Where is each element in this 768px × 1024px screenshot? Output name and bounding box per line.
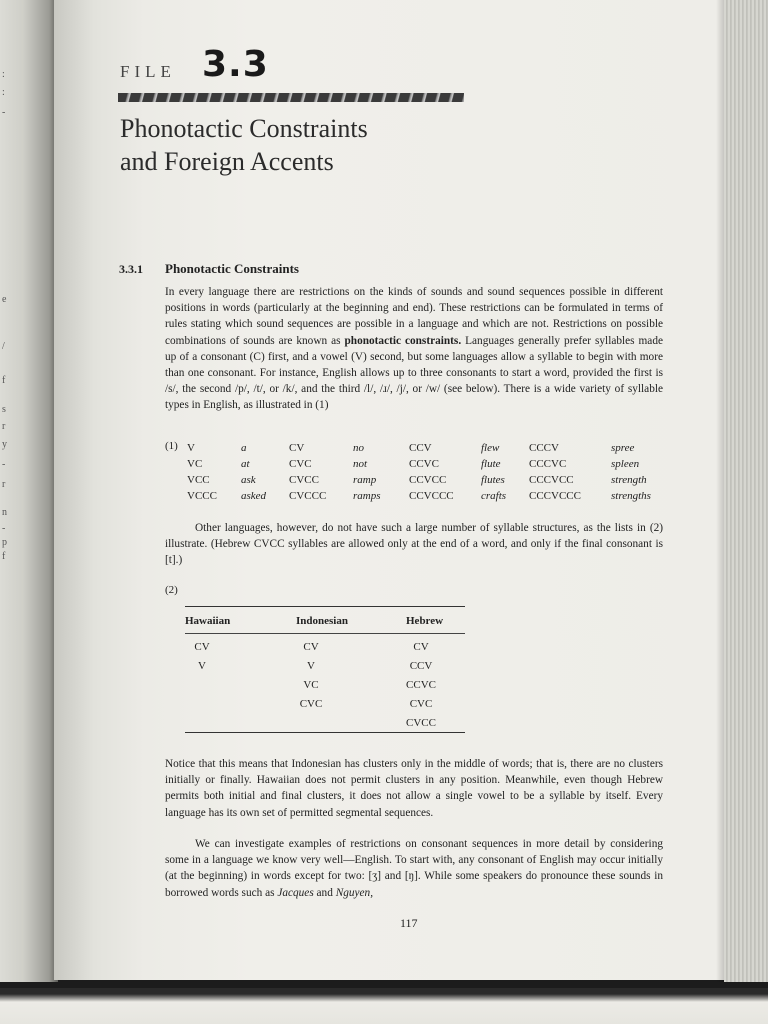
example-word: crafts bbox=[481, 490, 507, 502]
example-word-column bbox=[353, 440, 381, 504]
paragraph-intro-part1: In every language there are restrictions on the kinds of sounds and sound sequences possible in different positions in words (particularly at the beginning and end). These restrictions can be formulated in terms of rules stating which sound sequences are possible in a language and which are not. Restrictions on possible combinations of sounds are known as bbox=[165, 286, 663, 347]
example-word: asked bbox=[241, 490, 267, 502]
syllable-pattern: V bbox=[187, 442, 195, 454]
paragraph-intro-part2: Languages generally prefer syllables made up of a consonant (C) first, and a vowel (V) second, but some languages allow a syllable to begin with more than one consonant. For instance, English allows up to three consonants to start a word, provided the first is /s/, the second /p/, /t/, or /k/, and the third /l/, /ɹ/, /j/, or /w/ (see below). There is a wide variety of syllable types in English, as illustrated in (1) bbox=[165, 334, 663, 412]
example-word: flew bbox=[481, 442, 500, 454]
left-page-margin-letter: - bbox=[2, 459, 6, 470]
example-word: flute bbox=[481, 458, 501, 470]
syllable-pattern: CCCV bbox=[529, 442, 559, 454]
example-word: a bbox=[241, 442, 247, 454]
syllable-pattern: CCV bbox=[409, 442, 432, 454]
example-word: ask bbox=[241, 474, 256, 486]
paragraph-clusters: Notice that this means that Indonesian has clusters only in the middle of words; that is, there are no clusters initially or finally. Hawaiian does not permit clusters in any position. Meanwhile, even though Hebrew permits both initial and final clusters, it does not allow a single vowel to be a syllable by itself. Every language has its own set of permitted segmental sequences. bbox=[165, 758, 663, 819]
table-header-hebrew: Hebrew bbox=[406, 615, 444, 627]
left-page-margin-letter: : bbox=[2, 69, 5, 80]
paragraph-english-constraints bbox=[165, 836, 663, 901]
left-page-margin-letter: p bbox=[2, 537, 7, 548]
example-word: flutes bbox=[481, 474, 505, 486]
table-cell-hebrew: CV bbox=[413, 641, 429, 653]
title-line-2: and Foreign Accents bbox=[120, 147, 334, 176]
table-cell-hebrew: CCV bbox=[409, 660, 433, 672]
syllable-pattern: VCCC bbox=[187, 490, 217, 502]
syllable-pattern-column bbox=[529, 440, 581, 504]
syllable-pattern-column bbox=[187, 440, 217, 504]
left-page-margin-letter: n bbox=[2, 507, 7, 518]
table-header-hawaiian: Hawaiian bbox=[185, 615, 231, 627]
title-line-1: Phonotactic Constraints bbox=[120, 114, 368, 143]
example-word: no bbox=[353, 442, 364, 454]
syllable-pattern: CCVCC bbox=[409, 474, 447, 486]
table-top-rule bbox=[185, 606, 465, 607]
table-header-indonesian: Indonesian bbox=[296, 615, 348, 627]
table-cell-indonesian: VC bbox=[303, 679, 319, 691]
syllable-pattern: CCVCCC bbox=[409, 490, 454, 502]
syllable-pattern: CVCCC bbox=[289, 490, 327, 502]
left-page-margin-letter: - bbox=[2, 107, 6, 118]
file-number: 3.3 bbox=[202, 44, 269, 85]
syllable-pattern: CCCVC bbox=[529, 458, 567, 470]
example-word: not bbox=[353, 458, 368, 470]
table-bottom-rule bbox=[185, 732, 465, 733]
table-cell-indonesian: CV bbox=[303, 641, 319, 653]
syllable-pattern: CCCVCC bbox=[529, 474, 574, 486]
decorative-rule bbox=[118, 93, 464, 102]
left-page-margin-letter: y bbox=[2, 439, 7, 450]
table-cell-hebrew: CVC bbox=[409, 698, 433, 710]
syllable-pattern: CVC bbox=[289, 458, 312, 470]
section-title: Phonotactic Constraints bbox=[165, 261, 299, 276]
example-1-label: (1) bbox=[165, 440, 178, 452]
page-edges bbox=[724, 0, 768, 982]
word-jacques: Jacques bbox=[277, 886, 314, 899]
table-cell-hawaiian: CV bbox=[194, 641, 210, 653]
example-word: spleen bbox=[611, 458, 640, 470]
left-page-margin-letter: f bbox=[2, 551, 6, 562]
syllable-pattern: VCC bbox=[187, 474, 210, 486]
syllable-pattern: CCVC bbox=[409, 458, 439, 470]
table-header-rule bbox=[185, 633, 465, 634]
example-word: ramp bbox=[353, 474, 377, 486]
example-word: strength bbox=[611, 474, 647, 486]
file-label: FILE bbox=[120, 62, 176, 81]
left-facing-page bbox=[0, 0, 58, 982]
paragraph-english-part1: We can investigate examples of restrictions on consonant sequences in more detail by considering some in a language we know very well—English. To start with, any consonant of English may occur initially (at the beginning) in words except for two: [ʒ] and [ŋ]. While some speakers do pronounce these sounds in borrowed words such as bbox=[165, 838, 663, 899]
table-cell-hebrew: CCVC bbox=[406, 679, 436, 691]
table-cell-indonesian: CVC bbox=[299, 698, 323, 710]
example-word: spree bbox=[611, 442, 635, 454]
syllable-pattern: VC bbox=[187, 458, 203, 470]
page-number: 117 bbox=[400, 916, 418, 930]
term-phonotactic-constraints: phonotactic constraints. bbox=[344, 334, 462, 347]
word-nguyen: Nguyen, bbox=[335, 886, 374, 899]
table-cell-hawaiian: V bbox=[198, 660, 206, 672]
left-page-margin-letter: / bbox=[2, 341, 5, 352]
example-word-column bbox=[611, 440, 651, 504]
example-word-column bbox=[241, 440, 266, 504]
example-word: at bbox=[241, 458, 250, 470]
left-page-margin-letter: r bbox=[2, 479, 6, 490]
paragraph-intro bbox=[165, 284, 663, 414]
example-word-column bbox=[481, 440, 506, 504]
section-number: 3.3.1 bbox=[119, 262, 143, 276]
left-page-margin-letter: e bbox=[2, 294, 7, 305]
page-title bbox=[120, 112, 368, 178]
example-2-label: (2) bbox=[165, 584, 178, 596]
syllable-pattern-column bbox=[409, 440, 454, 504]
example-word: ramps bbox=[353, 490, 381, 502]
left-page-margin-letter: r bbox=[2, 421, 6, 432]
word-and: and bbox=[313, 886, 336, 899]
paragraph-other-languages: Other languages, however, do not have such a large number of syllable structures, as the lists in (2) illustrate. (Hebrew CVCC syllables are allowed only at the end of a word, and only if the final consonant is [t].) bbox=[165, 522, 663, 567]
example-word: strengths bbox=[611, 490, 651, 502]
table-cell-indonesian: V bbox=[307, 660, 315, 672]
table-cell-hebrew: CVCC bbox=[406, 717, 436, 729]
bottom-page-strip bbox=[0, 988, 768, 1024]
syllable-pattern-column bbox=[289, 440, 326, 504]
syllable-pattern: CVCC bbox=[289, 474, 319, 486]
left-page-margin-text bbox=[2, 60, 14, 620]
left-page-margin-letter: f bbox=[2, 375, 6, 386]
syllable-pattern: CCCVCCC bbox=[529, 490, 581, 502]
left-page-margin-letter: : bbox=[2, 87, 5, 98]
syllable-pattern: CV bbox=[289, 442, 305, 454]
left-page-margin-letter: s bbox=[2, 404, 6, 415]
left-page-margin-letter: - bbox=[2, 523, 6, 534]
